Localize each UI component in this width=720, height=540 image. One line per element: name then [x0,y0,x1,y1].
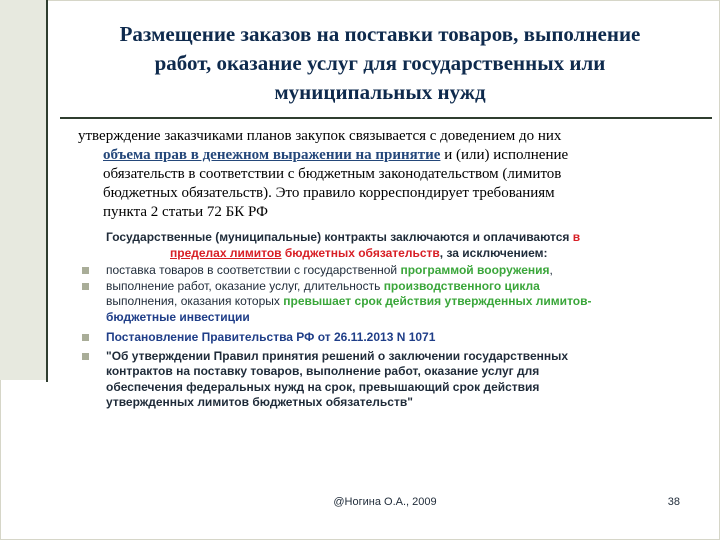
contracts-line-2 [106,245,686,261]
intro-line-1: утверждение заказчиками планов закупок связывается с доведением до них [78,128,562,144]
intro-paragraph [78,127,675,222]
left-decor-rule [46,0,48,382]
contracts-red-2: бюджетных обязательств [281,246,440,260]
list-item [82,279,682,326]
contracts-text: Государственные (муниципальные) контракты заключаются и оплачиваются [106,230,573,244]
title-line-2: работ, оказание услуг для государственных или [154,51,606,75]
title-line-3: муниципальных нужд [274,80,486,104]
item-4-line-3: обеспечения федеральных нужд на срок, превышающий срок действия [106,379,540,394]
intro-line-2 [78,146,675,165]
intro-line-2-rest: и (или) исполнение [440,147,569,163]
item-1-pre: поставка товаров в соответствии с государственной [106,263,401,277]
item-2-pre: выполнение работ, оказание услуг, длительность [106,278,384,293]
budget-rights-link[interactable]: объема прав в денежном выражении на принятие [103,147,441,163]
item-2-green-2: превышает срок действия утвержденных лимитов- [283,294,592,308]
left-decor-band [0,0,46,380]
footer-copyright: @Ногина О.А., 2009 [333,496,437,508]
page-number: 38 [667,496,680,508]
intro-line-5: пункта 2 статьи 72 БК РФ [103,204,268,220]
slide-title [70,20,690,107]
contracts-paragraph [106,229,686,261]
title-divider [60,117,712,119]
title-line-1: Размещение заказов на поставки товаров, выполнение [119,22,641,46]
item-3-resolution: Постановление Правительства РФ от 26.11.2013 N 1071 [106,330,436,344]
list-item [82,330,682,346]
item-4-line-1: "Об утверждении Правил принятия решений о заключении государственных [106,348,569,363]
item-2-green-3: бюджетные инвестиции [106,309,250,324]
item-4-line-4: утвержденных лимитов бюджетных обязательств" [106,395,413,409]
item-1-post: , [549,263,553,277]
item-1-green: программой вооружения [400,263,550,277]
contracts-red-1: в [572,230,581,244]
intro-line-3: обязательств в соответствии с бюджетным законодательством (лимитов [103,166,562,182]
item-2-line2-pre: выполнения, оказания которых [106,294,284,308]
exceptions-list [82,263,682,411]
list-item [82,349,682,411]
bullet-icon [82,353,89,360]
item-2-green: производственного цикла [383,278,540,293]
bullet-icon [82,283,89,290]
bullet-icon [82,267,89,274]
bullet-icon [82,334,89,341]
list-item [82,263,682,279]
contracts-tail: , за исключением: [439,246,548,260]
intro-line-4: бюджетных обязательств). Это правило корреспондирует требованиям [103,185,555,201]
contracts-red-underlined: пределах лимитов [170,246,282,260]
item-4-line-2: контрактов на поставку товаров, выполнение работ, оказание услуг для [106,364,540,378]
